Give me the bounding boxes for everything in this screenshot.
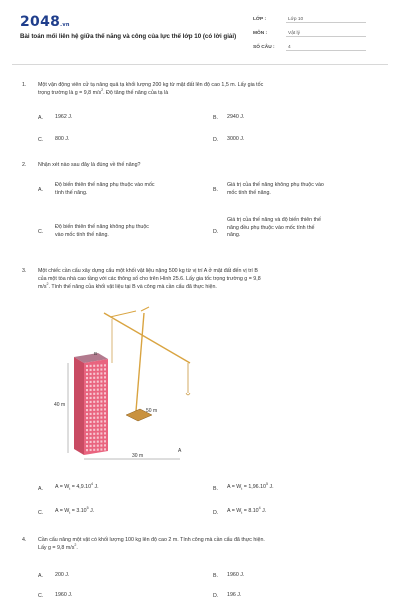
building-window — [104, 388, 106, 390]
option-text[interactable]: 200 J. — [55, 572, 70, 578]
building — [74, 353, 108, 455]
option-text[interactable]: 2940 J. — [227, 114, 245, 120]
building-window — [100, 372, 102, 374]
class-label: LỚP : — [253, 17, 267, 22]
building-window — [100, 388, 102, 390]
option-letter[interactable]: A. — [38, 573, 44, 579]
building-window — [86, 389, 88, 391]
building-window — [93, 377, 95, 379]
option-text[interactable]: $A = W_t = 3.10^5$ J. — [55, 506, 95, 516]
building-window — [97, 381, 99, 383]
building-window — [90, 417, 92, 419]
building-window — [97, 433, 99, 435]
building-window — [104, 412, 106, 414]
building-window — [93, 397, 95, 399]
building-window — [104, 376, 106, 378]
count-value: 4 — [286, 45, 366, 51]
option-letter[interactable]: A. — [38, 115, 44, 121]
building-window — [97, 413, 99, 415]
option-text[interactable]: $A = W_t = 1,96.10^5$ J. — [227, 482, 274, 492]
building-window — [100, 380, 102, 382]
option-text[interactable]: 3000 J. — [227, 136, 245, 142]
building-window — [90, 433, 92, 435]
question-text: Cần cẩu nâng một vật có khối lượng 100 kg lên độ cao 2 m. Tính công mà cần cẩu đã thực hiện. Lấy g = 9,8 $m/s^2$. — [38, 537, 265, 552]
building-window — [86, 437, 88, 439]
building-window — [86, 373, 88, 375]
logo-text: 2048 — [20, 14, 61, 30]
crane-hook — [186, 393, 190, 395]
building-window — [100, 392, 102, 394]
building-window — [104, 380, 106, 382]
building-window — [90, 373, 92, 375]
building-window — [97, 369, 99, 371]
building-window — [97, 449, 99, 451]
building-window — [90, 445, 92, 447]
option-letter[interactable]: C. — [38, 510, 44, 516]
crane-jib — [110, 311, 136, 317]
option-letter[interactable]: B. — [213, 187, 219, 193]
building-window — [100, 400, 102, 402]
building-window — [90, 369, 92, 371]
option-letter[interactable]: B. — [213, 115, 219, 121]
building-window — [100, 408, 102, 410]
building-window — [90, 397, 92, 399]
label-width: 30 m — [132, 453, 144, 459]
crane-tower — [136, 313, 144, 411]
building-window — [86, 409, 88, 411]
option-text[interactable]: 196 J. — [227, 592, 242, 598]
header-divider — [12, 64, 388, 65]
building-window — [86, 413, 88, 415]
building-window — [104, 396, 106, 398]
question-text: Nhận xét nào sau đây là đúng về thế năng? — [38, 162, 141, 168]
building-window — [104, 400, 106, 402]
building-window — [104, 444, 106, 446]
building-window — [90, 409, 92, 411]
building-window — [86, 445, 88, 447]
label-mid: 50 m — [146, 408, 158, 414]
building-window — [93, 385, 95, 387]
site-logo[interactable] — [20, 14, 70, 30]
building-window — [93, 429, 95, 431]
building-window — [93, 393, 95, 395]
class-value: Lớp 10 — [286, 17, 366, 23]
option-text[interactable]: 1960 J. — [55, 592, 73, 598]
building-window — [93, 373, 95, 375]
building-window — [90, 365, 92, 367]
building-window — [90, 437, 92, 439]
building-window — [93, 365, 95, 367]
option-letter[interactable]: C. — [38, 229, 44, 235]
building-window — [86, 421, 88, 423]
document-title: Bài toán mối liên hệ giữa thế năng và công của lực thế lớp 10 (có lời giải) — [20, 33, 237, 40]
building-window — [86, 405, 88, 407]
building-window — [86, 433, 88, 435]
count-row — [253, 45, 366, 51]
subject-label: MÔN : — [253, 31, 268, 36]
building-window — [104, 404, 106, 406]
count-label: SỐ CÂU : — [253, 45, 275, 50]
building-window — [104, 428, 106, 430]
building-window — [93, 369, 95, 371]
building-window — [97, 441, 99, 443]
building-window — [104, 364, 106, 366]
building-window — [97, 393, 99, 395]
building-window — [104, 420, 106, 422]
building-window — [86, 441, 88, 443]
building-window — [97, 389, 99, 391]
building-window — [93, 421, 95, 423]
building-window — [90, 393, 92, 395]
option-text[interactable]: Giá trị của thế năng không phụ thuộc vào mốc tính thế năng. — [227, 182, 324, 196]
crane-figure — [40, 305, 240, 465]
building-window — [97, 417, 99, 419]
building-window — [100, 432, 102, 434]
building-window — [100, 420, 102, 422]
building-window — [100, 396, 102, 398]
building-window — [86, 381, 88, 383]
building-window — [97, 365, 99, 367]
building-window — [97, 437, 99, 439]
building-window — [100, 428, 102, 430]
option-letter[interactable]: B. — [213, 486, 219, 492]
question-number: 2. — [22, 162, 27, 168]
building-window — [100, 448, 102, 450]
building-window — [97, 409, 99, 411]
option-letter[interactable]: D. — [213, 229, 219, 235]
question-text: Một chiếc cần cẩu xây dựng cẩu một khối vật liệu nặng 500 kg từ vị trí A ở mặt đất đến vị trí B của một tòa nhà cao tầng với các thông số cho trên Hình 25.6. Lấy gia tốc trọng trường g = 9,8 $m/s^2$. Tính thế năng của khối vật liệu tại B và công mà cần cẩu đã thực hiện. — [38, 268, 261, 291]
class-row — [253, 17, 366, 23]
building-window — [104, 440, 106, 442]
building-window — [86, 417, 88, 419]
option-letter[interactable]: D. — [213, 593, 219, 599]
question-number: 4. — [22, 537, 27, 543]
building-window — [93, 389, 95, 391]
building-window — [90, 381, 92, 383]
building-window — [97, 401, 99, 403]
building-window — [93, 409, 95, 411]
subject-row — [253, 31, 366, 37]
building-window — [86, 377, 88, 379]
building-window — [90, 405, 92, 407]
building-window — [93, 445, 95, 447]
crane-top — [141, 307, 149, 311]
building-window — [86, 401, 88, 403]
building-window — [104, 384, 106, 386]
building-window — [93, 437, 95, 439]
building-window — [86, 449, 88, 451]
building-window — [90, 421, 92, 423]
building-window — [97, 385, 99, 387]
option-text[interactable]: Độ biến thiên thế năng không phụ thuộc vào mốc tính thế năng. — [55, 224, 149, 238]
building-window — [86, 369, 88, 371]
building-window — [86, 397, 88, 399]
building-window — [90, 429, 92, 431]
crane-boom — [104, 313, 190, 363]
building-window — [90, 377, 92, 379]
building-window — [93, 441, 95, 443]
building-window — [100, 440, 102, 442]
building-window — [104, 392, 106, 394]
subject-value: Vật lý — [286, 31, 366, 37]
building-window — [93, 449, 95, 451]
building-window — [90, 401, 92, 403]
question-number: 3. — [22, 268, 27, 274]
building-window — [86, 425, 88, 427]
option-text[interactable]: 1960 J. — [227, 572, 245, 578]
option-letter[interactable]: B. — [213, 573, 219, 579]
option-letter[interactable]: A. — [38, 486, 44, 492]
option-letter[interactable]: D. — [213, 510, 219, 516]
option-text[interactable]: 1962 J. — [55, 114, 73, 120]
building-window — [104, 372, 106, 374]
building-side — [74, 357, 84, 455]
building-window — [100, 376, 102, 378]
label-a: A — [178, 448, 182, 454]
building-window — [104, 368, 106, 370]
option-text[interactable]: Giá trị của thế năng và độ biến thiên thế năng đều phụ thuộc vào mốc tính thế năng. — [227, 217, 321, 239]
building-window — [93, 417, 95, 419]
building-window — [90, 385, 92, 387]
option-text[interactable]: $A = W_t = 8.10^4$ J. — [227, 506, 267, 516]
building-window — [90, 449, 92, 451]
building-window — [100, 436, 102, 438]
building-window — [100, 364, 102, 366]
building-window — [93, 433, 95, 435]
building-window — [100, 444, 102, 446]
building-window — [100, 412, 102, 414]
building-window — [104, 408, 106, 410]
building-window — [86, 393, 88, 395]
building-window — [104, 432, 106, 434]
building-window — [100, 424, 102, 426]
building-window — [93, 401, 95, 403]
building-window — [97, 425, 99, 427]
question-text: Một vận động viên cử tạ nâng quả tạ khối lượng 200 kg từ mặt đất lên độ cao 1,5 m. Lấy gia tốc trọng trường là g = 9,8 $m/s^2$. Độ tăng thế năng của tạ là — [38, 82, 264, 97]
building-window — [90, 389, 92, 391]
building-window — [104, 416, 106, 418]
option-letter[interactable]: A. — [38, 187, 44, 193]
building-window — [97, 421, 99, 423]
option-text[interactable]: $A = W_t = 4,9.10^4$ J. — [55, 482, 99, 492]
building-window — [100, 368, 102, 370]
building-window — [104, 424, 106, 426]
building-window — [93, 381, 95, 383]
building-window — [100, 404, 102, 406]
building-window — [97, 429, 99, 431]
building-window — [97, 377, 99, 379]
building-window — [90, 441, 92, 443]
option-text[interactable]: 800 J. — [55, 136, 70, 142]
option-text[interactable]: Độ biến thiên thế năng phụ thuộc vào mốc tính thế năng. — [55, 182, 155, 196]
building-window — [93, 405, 95, 407]
label-b: B — [94, 351, 98, 356]
building-window — [93, 413, 95, 415]
building-window — [90, 413, 92, 415]
option-letter[interactable]: C. — [38, 137, 44, 143]
building-window — [104, 448, 106, 450]
building-window — [90, 425, 92, 427]
building-window — [86, 429, 88, 431]
building-window — [97, 373, 99, 375]
building-window — [86, 385, 88, 387]
building-window — [97, 397, 99, 399]
option-letter[interactable]: D. — [213, 137, 219, 143]
building-window — [100, 384, 102, 386]
building-window — [100, 416, 102, 418]
building-window — [104, 436, 106, 438]
building-window — [86, 365, 88, 367]
option-letter[interactable]: C. — [38, 593, 44, 599]
question-number: 1. — [22, 82, 27, 88]
logo-suffix: .vn — [60, 22, 70, 28]
building-window — [97, 405, 99, 407]
building-window — [93, 425, 95, 427]
building-window — [97, 445, 99, 447]
label-height: 40 m — [54, 402, 66, 408]
